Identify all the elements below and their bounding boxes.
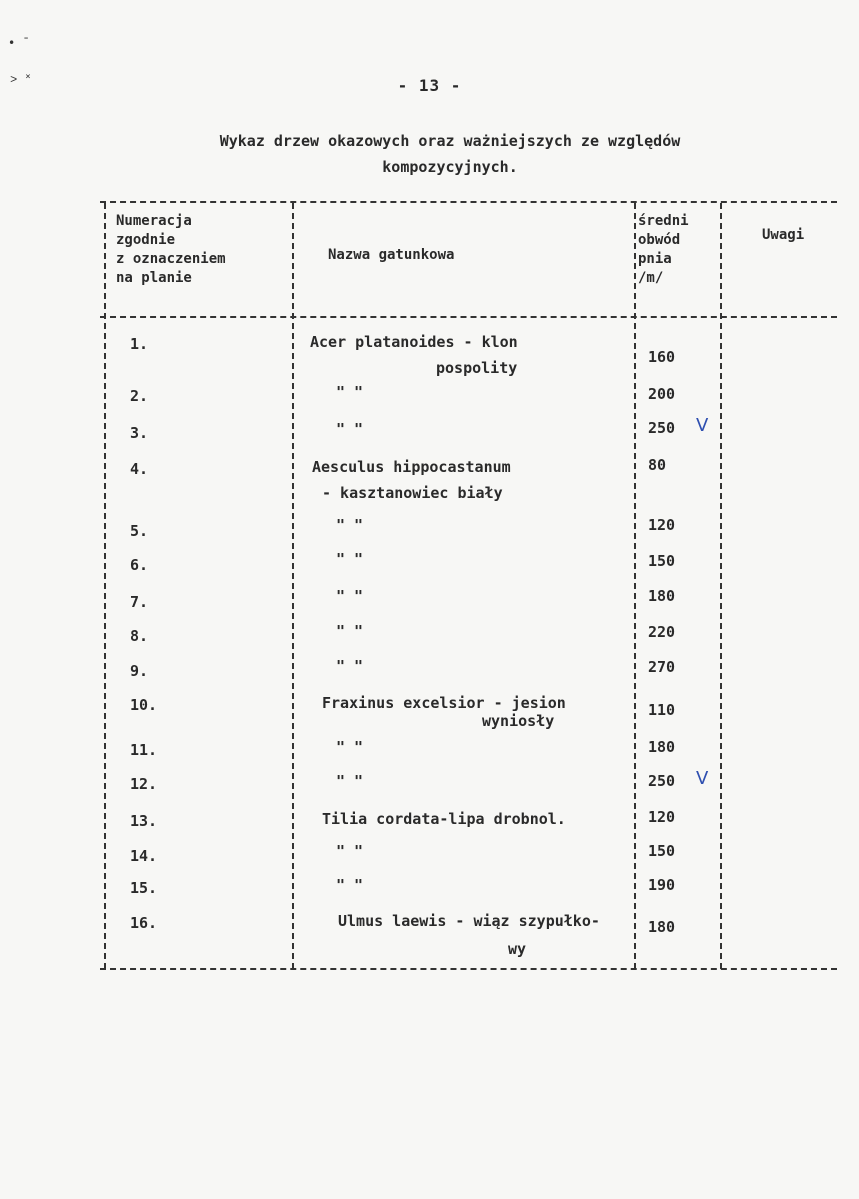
species-name: " " xyxy=(336,876,364,894)
row-number: 11. xyxy=(130,741,158,759)
trunk-circumference: 180 xyxy=(648,587,676,605)
row-number: 3. xyxy=(130,424,149,442)
species-name-cont: wyniosły xyxy=(482,712,555,730)
title-line-2: kompozycyjnych. xyxy=(382,158,518,176)
trunk-circumference: 120 xyxy=(648,516,676,534)
table-top-rule xyxy=(100,201,837,203)
checkmark-icon: V xyxy=(696,415,709,436)
trunk-circumference: 160 xyxy=(648,348,676,366)
row-number: 5. xyxy=(130,522,149,540)
species-name: " " xyxy=(336,587,364,605)
checkmark-icon: V xyxy=(696,768,709,789)
trunk-circumference: 120 xyxy=(648,808,676,826)
trunk-circumference: 150 xyxy=(648,842,676,860)
species-name: " " xyxy=(336,420,364,438)
table-header-rule xyxy=(100,316,837,318)
row-number: 1. xyxy=(130,335,149,353)
species-name: " " xyxy=(336,738,364,756)
page-number: - 13 - xyxy=(397,76,462,95)
species-name: " " xyxy=(336,772,364,790)
table-divider-1 xyxy=(292,203,294,969)
trunk-circumference: 220 xyxy=(648,623,676,641)
row-number: 7. xyxy=(130,593,149,611)
trunk-circumference: 200 xyxy=(648,385,676,403)
table-divider-3 xyxy=(720,203,722,969)
species-name: " " xyxy=(336,383,364,401)
title-line-1: Wykaz drzew okazowych oraz ważniejszych ze względów xyxy=(219,132,681,150)
table-divider-2 xyxy=(634,203,636,969)
row-number: 8. xyxy=(130,627,149,645)
trunk-circumference: 150 xyxy=(648,552,676,570)
margin-mark: • ˉ xyxy=(8,36,30,50)
row-number: 12. xyxy=(130,775,158,793)
species-name: Acer platanoides - klon xyxy=(310,333,518,351)
header-notes: Uwagi xyxy=(762,227,805,243)
document-title xyxy=(140,128,760,180)
table-left-border xyxy=(104,203,106,969)
species-name: Fraxinus excelsior - jesion xyxy=(322,694,566,712)
row-number: 4. xyxy=(130,460,149,478)
header-circumference: średni obwód pnia /m/ xyxy=(638,213,689,286)
trunk-circumference: 180 xyxy=(648,738,676,756)
trunk-circumference: 270 xyxy=(648,658,676,676)
species-name: " " xyxy=(336,842,364,860)
species-name-cont: wy xyxy=(508,940,527,958)
trunk-circumference: 250 xyxy=(648,419,676,437)
species-name: " " xyxy=(336,657,364,675)
species-name: " " xyxy=(336,550,364,568)
row-number: 9. xyxy=(130,662,149,680)
header-species: Nazwa gatunkowa xyxy=(328,247,455,263)
species-name-cont: - kasztanowiec biały xyxy=(322,484,503,502)
margin-mark: ˃ ˟ xyxy=(10,72,32,86)
row-number: 6. xyxy=(130,556,149,574)
trunk-circumference: 110 xyxy=(648,701,676,719)
trunk-circumference: 250 xyxy=(648,772,676,790)
species-name: " " xyxy=(336,516,364,534)
row-number: 2. xyxy=(130,387,149,405)
header-numbering: Numeracja zgodnie z oznaczeniem na planie xyxy=(116,213,226,286)
row-number: 10. xyxy=(130,696,158,714)
species-name: Aesculus hippocastanum xyxy=(312,458,511,476)
trunk-circumference: 180 xyxy=(648,918,676,936)
row-number: 13. xyxy=(130,812,158,830)
row-number: 15. xyxy=(130,879,158,897)
trunk-circumference: 190 xyxy=(648,876,676,894)
trunk-circumference: 80 xyxy=(648,456,667,474)
species-name: Tilia cordata-lipa drobnol. xyxy=(322,810,566,828)
row-number: 14. xyxy=(130,847,158,865)
species-name: Ulmus laewis - wiąz szypułko- xyxy=(338,912,600,930)
row-number: 16. xyxy=(130,914,158,932)
species-name: " " xyxy=(336,622,364,640)
species-name-cont: pospolity xyxy=(436,359,518,377)
table-bottom-rule xyxy=(100,968,837,970)
